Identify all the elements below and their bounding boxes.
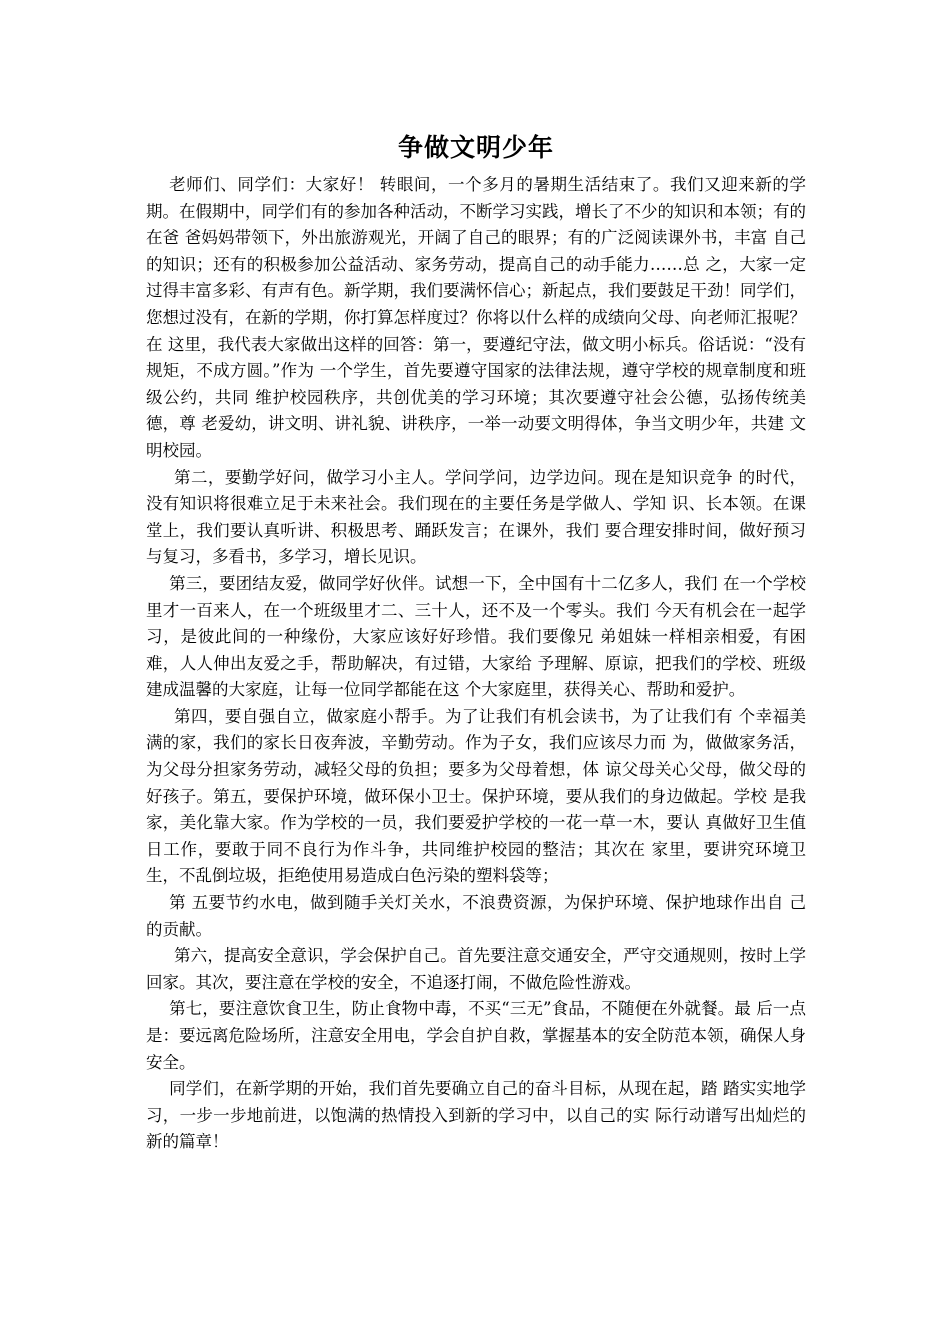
paragraph-fifth: 第 五要节约水电，做到随手关灯关水，不浪费资源，为保护环境、保护地球作出自 己的贡献。 [146, 893, 806, 939]
paragraph-fourth: 第四，要自强自立，做家庭小帮手。为了让我们有机会读书，为了让我们有 个幸福美满的家，我们的家长日夜奔波，辛勤劳动。作为子女，我们应该尽力而 为，做做家务活，为父母分担家务劳动，减轻父母的负担；要多为父母着想，体 谅父母关心父母，做父母的好孩子。第五，要保护环境，做环保小卫士。保护环境，要从我们的身边做起。学校 是我家，美化靠大家。作为学校的一员，我们要爱护学校的一花一草一木，要认 真做好卫生值日工作，要敢于同不良行为作斗争，共同维护校园的整洁；其次在 家里，要讲究环境卫生，不乱倒垃圾，拒绝使用易造成白色污染的塑料袋等； [146, 706, 806, 886]
paragraph-intro: 老师们、同学们：大家好！ 转眼间，一个多月的暑期生活结束了。我们又迎来新的学期。在假期中，同学们有的参加各种活动，不断学习实践，增长了不少的知识和本领；有的在爸 爸妈妈带领下，外出旅游观光，开阔了自己的眼界；有的广泛阅读课外书，丰富 自己的知识；还有的积极参加公益活动、家务劳动，提高自己的动手能力……总 之，大家一定过得丰富多彩、有声有色。新学期，我们要满怀信心；新起点，我们要鼓足干劲！同学们，您想过没有，在新的学期，你打算怎样度过？你将以什么样的成绩向父母、向老师汇报呢？在 这里，我代表大家做出这样的回答：第一，要遵纪守法，做文明小标兵。俗话说：“没有规矩，不成方圆。”作为 一个学生，首先要遵守国家的法律法规，遵守学校的规章制度和班级公约，共同 维护校园秩序，共创优美的学习环境；其次要遵守社会公德，弘扬传统美德，尊 老爱幼，讲文明、讲礼貌、讲秩序，一举一动要文明得体，争当文明少年，共建 文明校园。 [146, 175, 806, 460]
paragraph-second: 第二，要勤学好问，做学习小主人。学问学问，边学边问。现在是知识竞争 的时代，没有知识将很难立足于未来社会。我们现在的主要任务是学做人、学知 识、长本领。在课堂上，我们要认真听讲、积极思考、踊跃发言；在课外，我们 要合理安排时间，做好预习与复习，多看书，多学习，增长见识。 [146, 467, 806, 567]
paragraph-seventh: 第七，要注意饮食卫生，防止食物中毒，不买“三无”食品，不随便在外就餐。最 后一点是：要远离危险场所，注意安全用电，学会自护自救，掌握基本的安全防范本领，确保人身安全。 [146, 999, 806, 1072]
paragraph-third: 第三，要团结友爱，做同学好伙伴。试想一下，全中国有十二亿多人，我们 在一个学校里才一百来人，在一个班级里才二、三十人，还不及一个零头。我们 今天有机会在一起学习，是彼此间的一种缘份，大家应该好好珍惜。我们要像兄 弟姐妹一样相亲相爱，有困难，人人伸出友爱之手，帮助解决，有过错，大家给 予理解、原谅，把我们的学校、班级建成温馨的大家庭，让每一位同学都能在这 个大家庭里，获得关心、帮助和爱护。 [146, 573, 806, 700]
document-title: 争做文明少年 [397, 133, 554, 162]
paragraph-closing: 同学们，在新学期的开始，我们首先要确立自己的奋斗目标，从现在起，踏 踏实实地学习，一步一步地前进，以饱满的热情投入到新的学习中，以自己的实 际行动谱写出灿烂的新的篇章！ [146, 1079, 806, 1152]
paragraph-sixth: 第六，提高安全意识，学会保护自己。首先要注意交通安全，严守交通规则，按时上学回家。其次，要注意在学校的安全，不追逐打闹，不做危险性游戏。 [146, 946, 806, 992]
document-page [146, 128, 806, 1156]
